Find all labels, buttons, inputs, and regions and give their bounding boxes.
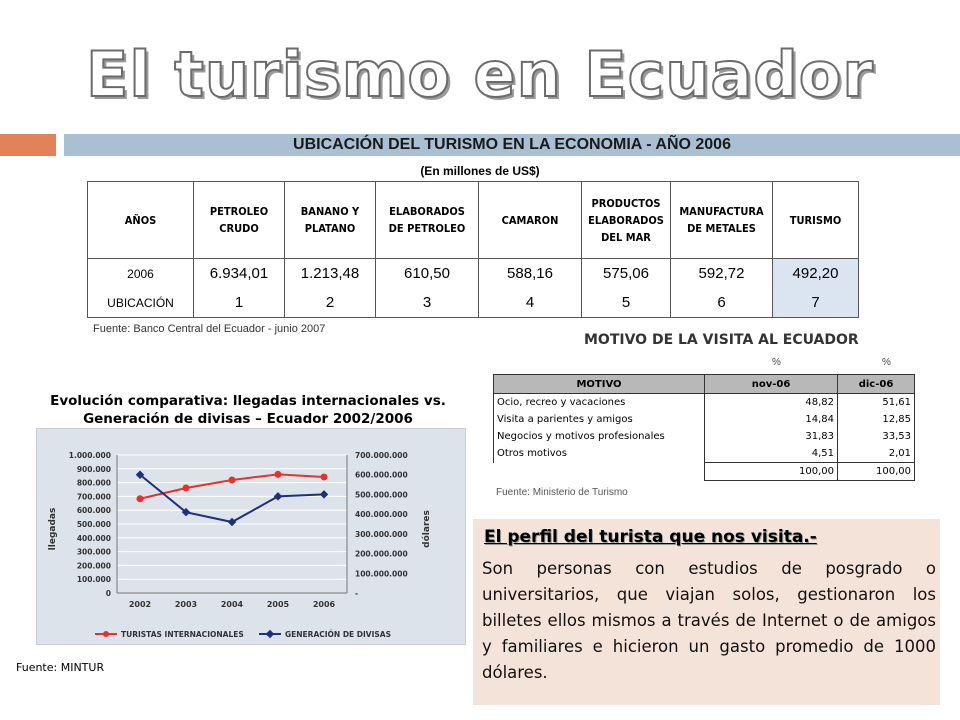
y2-tick-label: 200.000.000	[355, 549, 408, 559]
table-cell	[494, 463, 705, 481]
table-cell: 5	[582, 288, 671, 318]
y-tick-label: 700.000	[76, 492, 111, 502]
x-tick-label: 2004	[220, 600, 244, 609]
y-tick-label: 400.000	[76, 533, 111, 543]
header-cell: AÑOS	[88, 182, 194, 259]
table-cell: 51,61	[838, 394, 915, 412]
legend-label: GENERACIÓN DE DIVISAS	[285, 630, 391, 639]
table-cell: 2,01	[838, 445, 915, 463]
table-cell: 588,16	[479, 259, 582, 289]
y-tick-label: 800.000	[76, 478, 111, 488]
header-cell: MANUFACTURA DE METALES	[671, 182, 773, 259]
table-cell: 1	[194, 288, 285, 318]
data-point	[275, 471, 282, 478]
table-cell: 3	[376, 288, 479, 318]
y2-tick-label: 300.000.000	[355, 529, 408, 539]
x-tick-label: 2006	[312, 600, 336, 609]
units-note: (En millones de US$)	[420, 164, 540, 178]
x-tick-label: 2003	[174, 600, 198, 609]
table-cell: 1.213,48	[285, 259, 376, 289]
table-cell: UBICACIÓN	[88, 288, 194, 318]
header-cell: CAMARON	[479, 182, 582, 259]
economy-source: Fuente: Banco Central del Ecuador - junio 2007	[93, 323, 326, 335]
header-cell: MOTIVO	[494, 375, 705, 394]
data-point	[229, 476, 236, 483]
table-cell: 48,82	[705, 394, 838, 412]
header-cell: ELABORADOS DE PETROLEO	[376, 182, 479, 259]
y-tick-label: 600.000	[76, 506, 111, 516]
y2-tick-label: 500.000.000	[355, 490, 408, 500]
chart-container	[36, 428, 466, 645]
percent-mark: %	[772, 357, 781, 368]
header-cell: dic-06	[838, 375, 915, 394]
table-cell: Ocio, recreo y vacaciones	[494, 394, 705, 412]
table-row	[494, 394, 915, 412]
table-cell: 6	[671, 288, 773, 318]
table-row	[494, 445, 915, 463]
chart-title: Evolución comparativa: llegadas internacionales vs. Generación de divisas – Ecuador 2002/2006	[50, 393, 446, 427]
table-row	[494, 411, 915, 428]
visit-table-title: MOTIVO DE LA VISITA AL ECUADOR	[584, 332, 859, 348]
table-cell: 14,84	[705, 411, 838, 428]
data-point	[137, 495, 144, 502]
x-tick-label: 2005	[266, 600, 290, 609]
accent-bar-orange	[0, 134, 56, 156]
x-tick-label: 2002	[128, 600, 152, 609]
legend-marker-red	[103, 631, 109, 637]
table-cell: Visita a parientes y amigos	[494, 411, 705, 428]
table-cell: 4,51	[705, 445, 838, 463]
y2-tick-label: 100.000.000	[355, 569, 408, 579]
table-cell: 2	[285, 288, 376, 318]
y2-tick-label: 600.000.000	[355, 470, 408, 480]
table-row	[88, 259, 859, 289]
table-cell: 575,06	[582, 259, 671, 289]
profile-text: Son personas con estudios de posgrado o universitarios, que viajan solos, gestionaron los billetes ellos mismos a través de Internet o de amigos y familiares e hicieron un gasto promedio de 1000 dólares.	[482, 559, 936, 682]
section-subtitle: UBICACIÓN DEL TURISMO EN LA ECONOMIA - AÑO 2006	[293, 136, 731, 153]
table-cell: 492,20	[773, 259, 859, 289]
y-tick-label: 500.000	[76, 520, 111, 529]
y-tick-label: 100.000	[76, 575, 111, 585]
header-cell: nov-06	[705, 375, 838, 394]
table-cell: 610,50	[376, 259, 479, 289]
visit-table	[493, 374, 915, 481]
total-row	[494, 463, 915, 481]
header-cell: PETROLEO CRUDO	[194, 182, 285, 259]
percent-mark: %	[882, 357, 891, 368]
total-cell: 100,00	[838, 463, 915, 481]
table-cell: 592,72	[671, 259, 773, 289]
chart-legend	[95, 630, 391, 639]
table-cell: 6.934,01	[194, 259, 285, 289]
line-chart	[37, 429, 465, 644]
total-cell: 100,00	[705, 463, 838, 481]
y2-tick-label: -	[355, 589, 359, 598]
table-cell: Otros motivos	[494, 445, 705, 463]
profile-heading: El perfil del turista que nos visita.-	[484, 527, 817, 547]
table-row	[88, 288, 859, 318]
y-tick-label: 1.000.000	[68, 451, 111, 460]
chart-source: Fuente: MINTUR	[16, 661, 105, 674]
y-tick-label: 200.000	[76, 561, 111, 571]
y2-tick-label: 400.000.000	[355, 510, 408, 520]
y-tick-label: 0	[105, 589, 111, 598]
y-tick-label: 300.000	[76, 547, 111, 557]
table-cell: 31,83	[705, 428, 838, 445]
y-axis-label: llegadas	[48, 507, 58, 551]
table-cell: Negocios y motivos profesionales	[494, 428, 705, 445]
y2-tick-label: 700.000.000	[355, 451, 408, 460]
data-point	[183, 484, 190, 491]
y-tick-label: 900.000	[76, 464, 111, 474]
legend-label: TURISTAS INTERNACIONALES	[121, 630, 244, 639]
data-point	[321, 473, 328, 480]
table-cell: 33,53	[838, 428, 915, 445]
header-cell: BANANO Y PLATANO	[285, 182, 376, 259]
visit-source: Fuente: Ministerio de Turismo	[496, 487, 628, 498]
table-cell: 7	[773, 288, 859, 318]
table-cell: 12,85	[838, 411, 915, 428]
economy-table	[87, 181, 859, 318]
table-cell: 2006	[88, 259, 194, 289]
slide-title: El turismo en Ecuador	[86, 38, 874, 111]
y2-axis-label: dólares	[422, 510, 432, 548]
table-row	[494, 428, 915, 445]
header-cell: PRODUCTOS ELABORADOS DEL MAR	[582, 182, 671, 259]
table-cell: 4	[479, 288, 582, 318]
header-cell: TURISMO	[773, 182, 859, 259]
